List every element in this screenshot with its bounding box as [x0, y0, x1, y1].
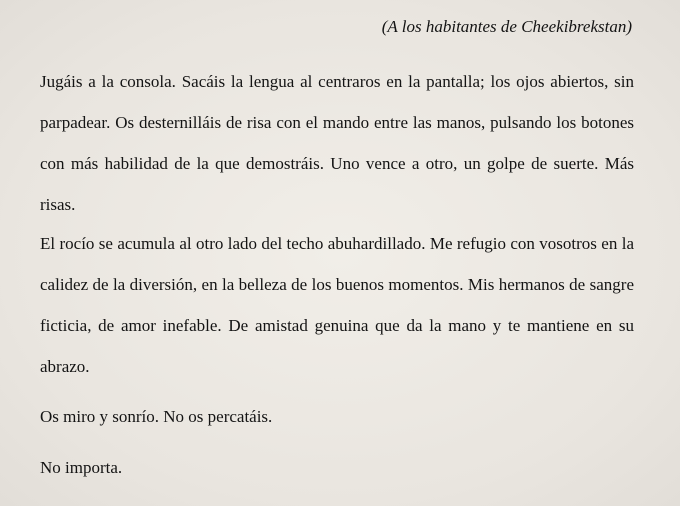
dedication-line: (A los habitantes de Cheekibrekstan) [381, 17, 632, 36]
paragraph-4: No importa. [40, 458, 123, 477]
paragraph-1: Jugáis a la consola. Sacáis la lengua al centraros en la pantalla; los ojos abiertos, sin parpadear. Os desternilláis de risa con el mando entre las manos, pulsando los botones con más habilidad de la que demostráis. Uno vence a otro, un golpe de suerte. Más risas. [40, 72, 634, 214]
paragraph-2: El rocío se acumula al otro lado del techo abuhardillado. Me refugio con vosotros en la calidez de la diversión, en la belleza de los buenos momentos. Mis hermanos de sangre ficticia, de amor inefable. De amistad genuina que da la mano y te mantiene en su abrazo. [40, 234, 634, 376]
paragraph-3: Os miro y sonrío. No os percatáis. [40, 407, 273, 426]
